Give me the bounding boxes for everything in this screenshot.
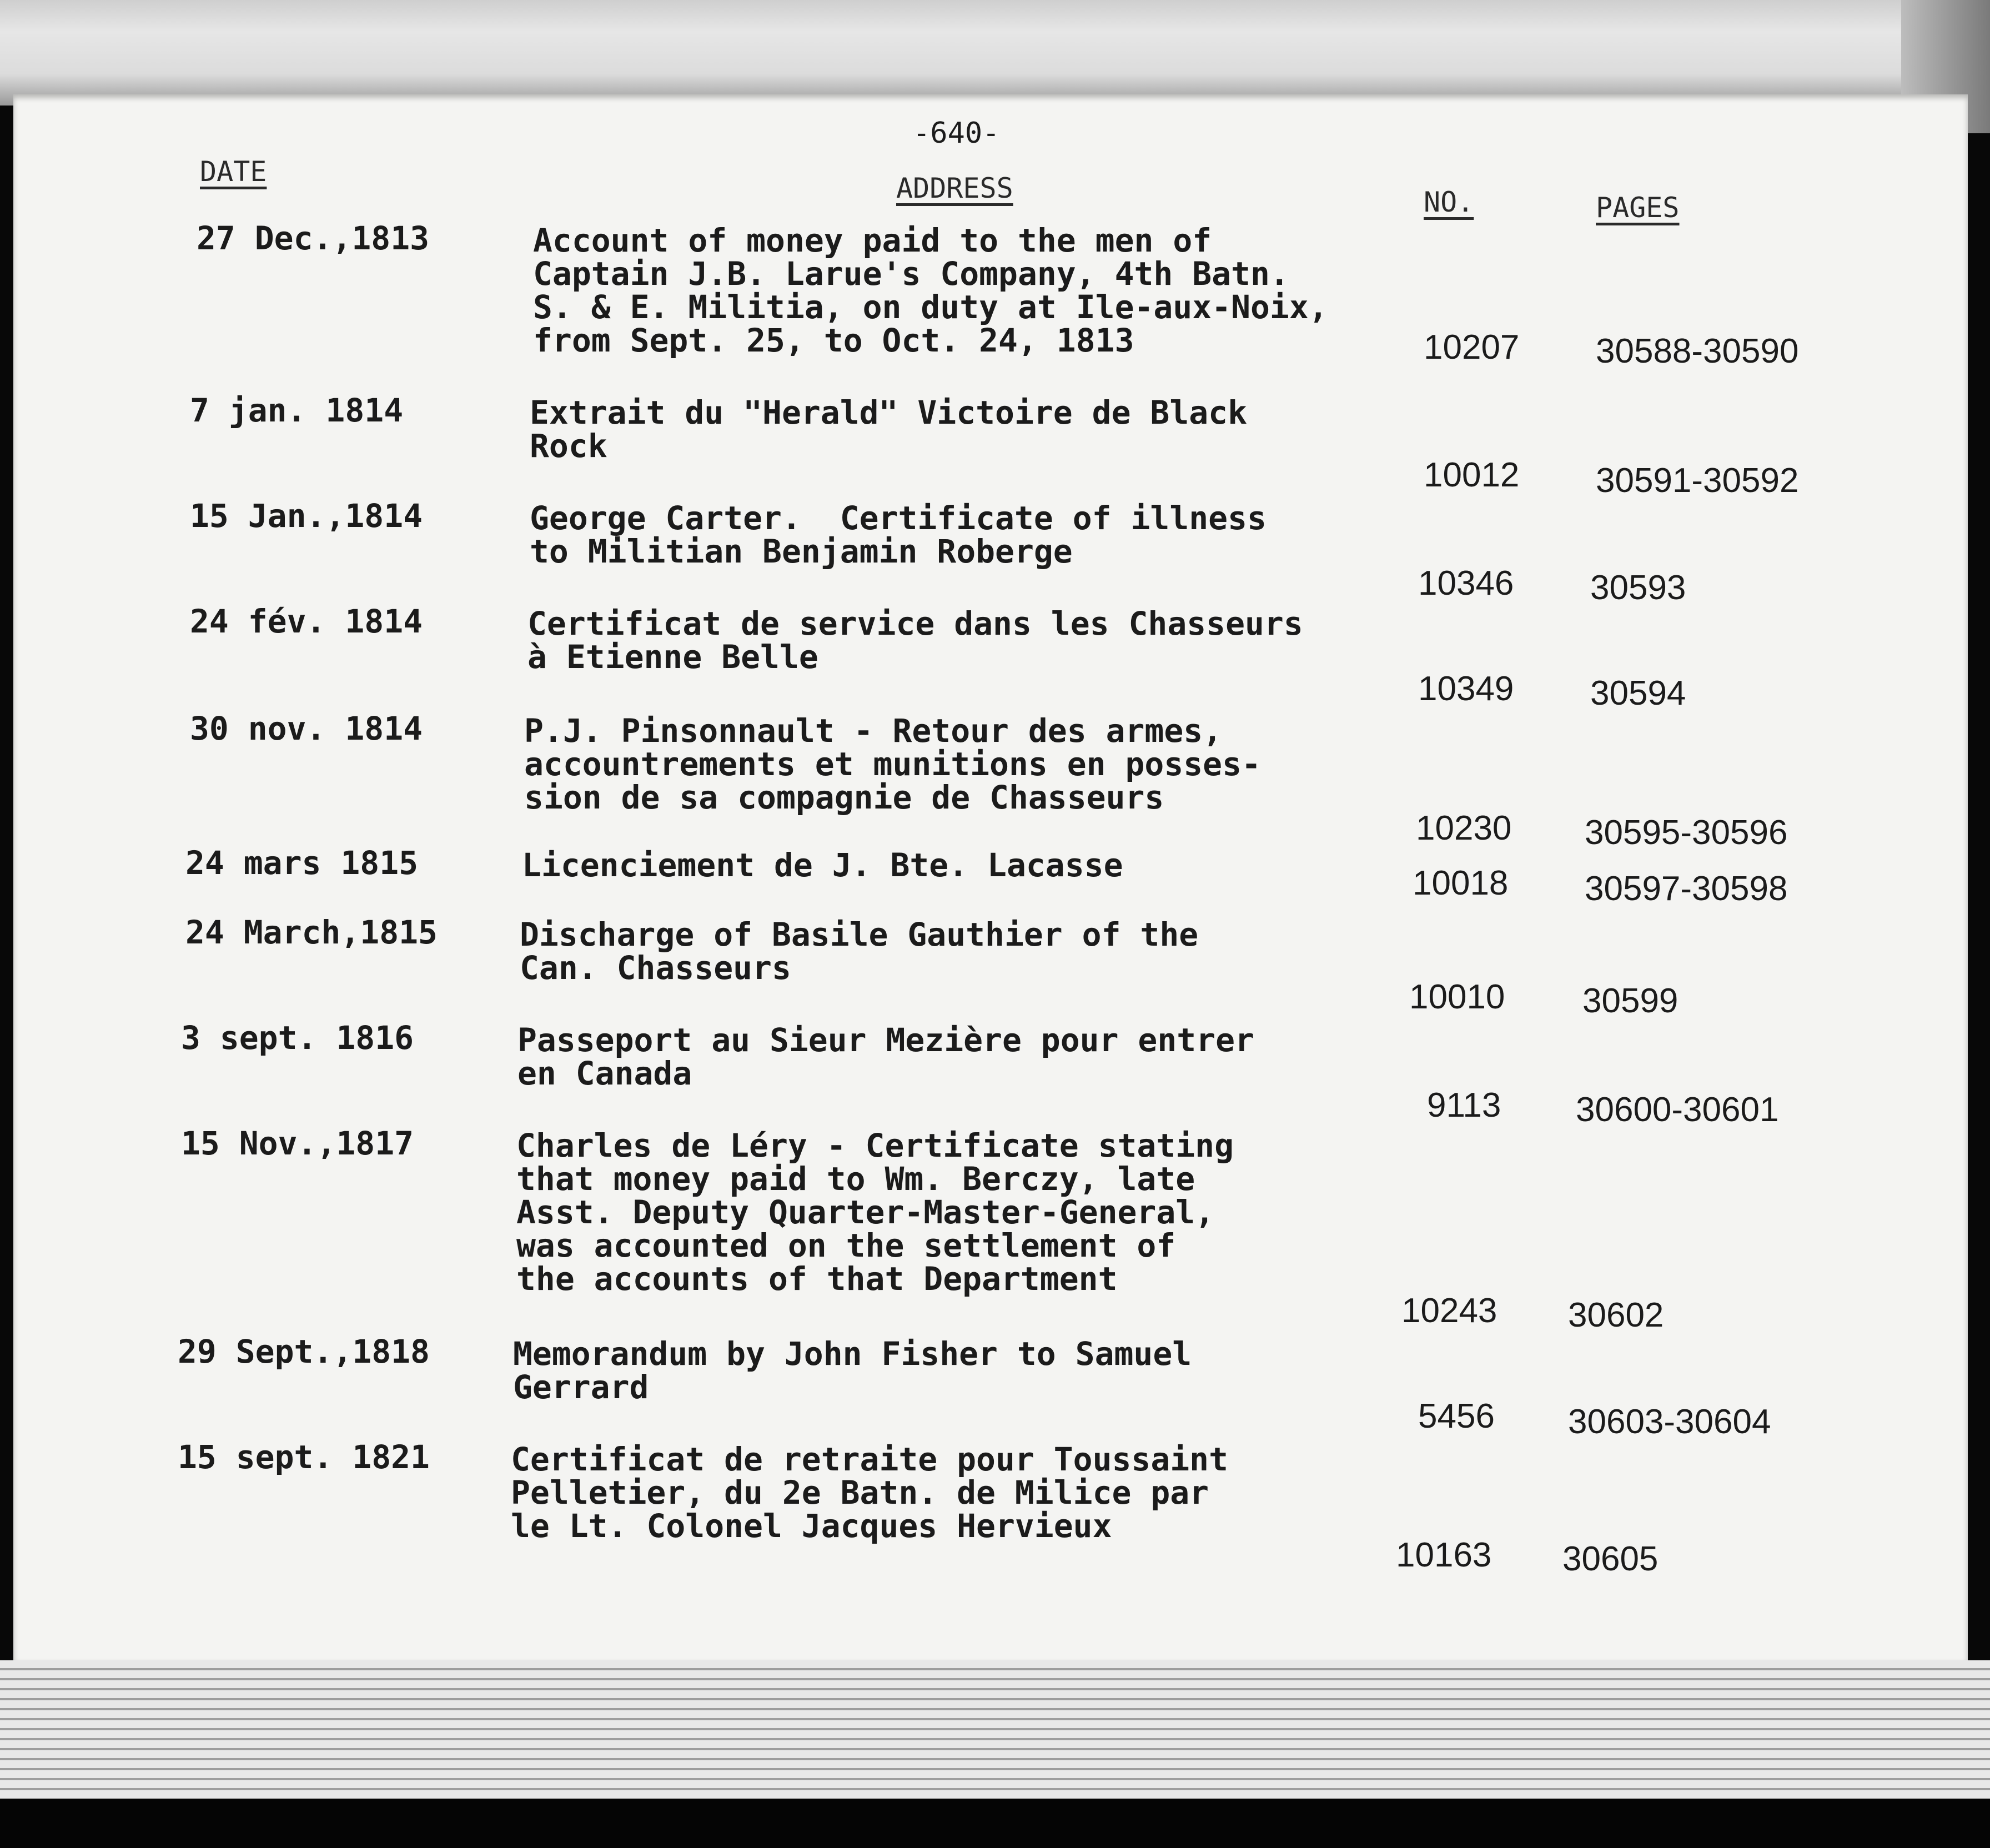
entry-description: George Carter. Certificate of illness to Militian Benjamin Roberge (530, 499, 1267, 570)
entry-number: 10230 (1416, 809, 1512, 847)
entry-description: Certificat de service dans les Chasseurs à Etienne Belle (527, 605, 1303, 676)
entry-description: Extrait du "Herald" Victoire de Black Rock (530, 394, 1248, 465)
entry-description: Account of money paid to the men of Captain J.B. Larue's Company, 4th Batn. S. & E. Militia, on duty at Ile-aux-Noix, from Sept. 25, to Oct. 24, 1813 (533, 222, 1328, 359)
entry-date: 27 Dec.,1813 (197, 219, 430, 257)
entry-description: Charles de Léry - Certificate stating that money paid to Wm. Berczy, late Asst. Deputy Quarter-Master-General, was accounted on the settlement of the accounts of that Department (516, 1127, 1234, 1298)
entry-number: 5456 (1418, 1397, 1495, 1435)
entry-date: 7 jan. 1814 (190, 391, 404, 429)
entry-number: 10207 (1424, 328, 1520, 366)
entry-description: Memorandum by John Fisher to Samuel Gerrard (513, 1335, 1192, 1406)
entry-description: Discharge of Basile Gauthier of the Can. Chasseurs (520, 916, 1199, 987)
entry-pages: 30599 (1582, 982, 1679, 1020)
entry-date: 15 sept. 1821 (178, 1438, 430, 1476)
entry-date: 15 Nov.,1817 (181, 1124, 414, 1162)
entry-number: 10163 (1396, 1536, 1492, 1574)
entry-pages: 30591-30592 (1596, 461, 1799, 500)
entry-date: 24 mars 1815 (185, 844, 419, 882)
document-body (13, 94, 1968, 1660)
document-page (13, 94, 1968, 1660)
page-stack-edges (0, 1660, 1990, 1799)
entry-pages: 30605 (1562, 1540, 1659, 1578)
entry-date: 15 Jan.,1814 (190, 497, 423, 535)
binder-top-edge (0, 0, 1990, 106)
page-number: -640- (913, 117, 1000, 150)
entry-number: 10349 (1418, 670, 1514, 708)
entry-number: 10012 (1424, 456, 1520, 494)
binder-bottom-edge (0, 1799, 1990, 1848)
entry-date: 24 fév. 1814 (190, 602, 423, 640)
column-header-date: DATE (200, 155, 267, 188)
entry-pages: 30600-30601 (1576, 1091, 1779, 1129)
entry-description: P.J. Pinsonnault - Retour des armes, accountrements et munitions en posses- sion de sa compagnie de Chasseurs (524, 712, 1261, 816)
entry-number: 10346 (1418, 564, 1514, 602)
entry-pages: 30597-30598 (1585, 870, 1788, 908)
entry-date: 30 nov. 1814 (190, 710, 423, 747)
entry-number: 10010 (1409, 978, 1505, 1016)
entry-pages: 30603-30604 (1568, 1403, 1771, 1441)
entry-pages: 30588-30590 (1596, 332, 1799, 370)
entry-description: Certificat de retraite pour Toussaint Pelletier, du 2e Batn. de Milice par le Lt. Colonel Jacques Hervieux (511, 1440, 1229, 1545)
entry-number: 10243 (1401, 1292, 1497, 1330)
entry-pages: 30594 (1590, 674, 1686, 712)
entry-date: 29 Sept.,1818 (178, 1333, 430, 1370)
entry-description: Licenciement de J. Bte. Lacasse (522, 846, 1123, 884)
entry-number: 10018 (1413, 864, 1509, 902)
column-header-no: NO. (1424, 186, 1474, 218)
entry-description: Passeport au Sieur Mezière pour entrer en Canada (517, 1021, 1254, 1092)
entry-date: 3 sept. 1816 (181, 1019, 414, 1057)
entry-date: 24 March,1815 (185, 913, 438, 951)
column-header-address: ADDRESS (896, 172, 1013, 204)
entry-number: 9113 (1427, 1086, 1501, 1124)
entry-pages: 30595-30596 (1585, 813, 1788, 852)
entry-pages: 30602 (1568, 1296, 1664, 1334)
column-header-pages: PAGES (1596, 192, 1680, 224)
entry-pages: 30593 (1590, 569, 1686, 607)
